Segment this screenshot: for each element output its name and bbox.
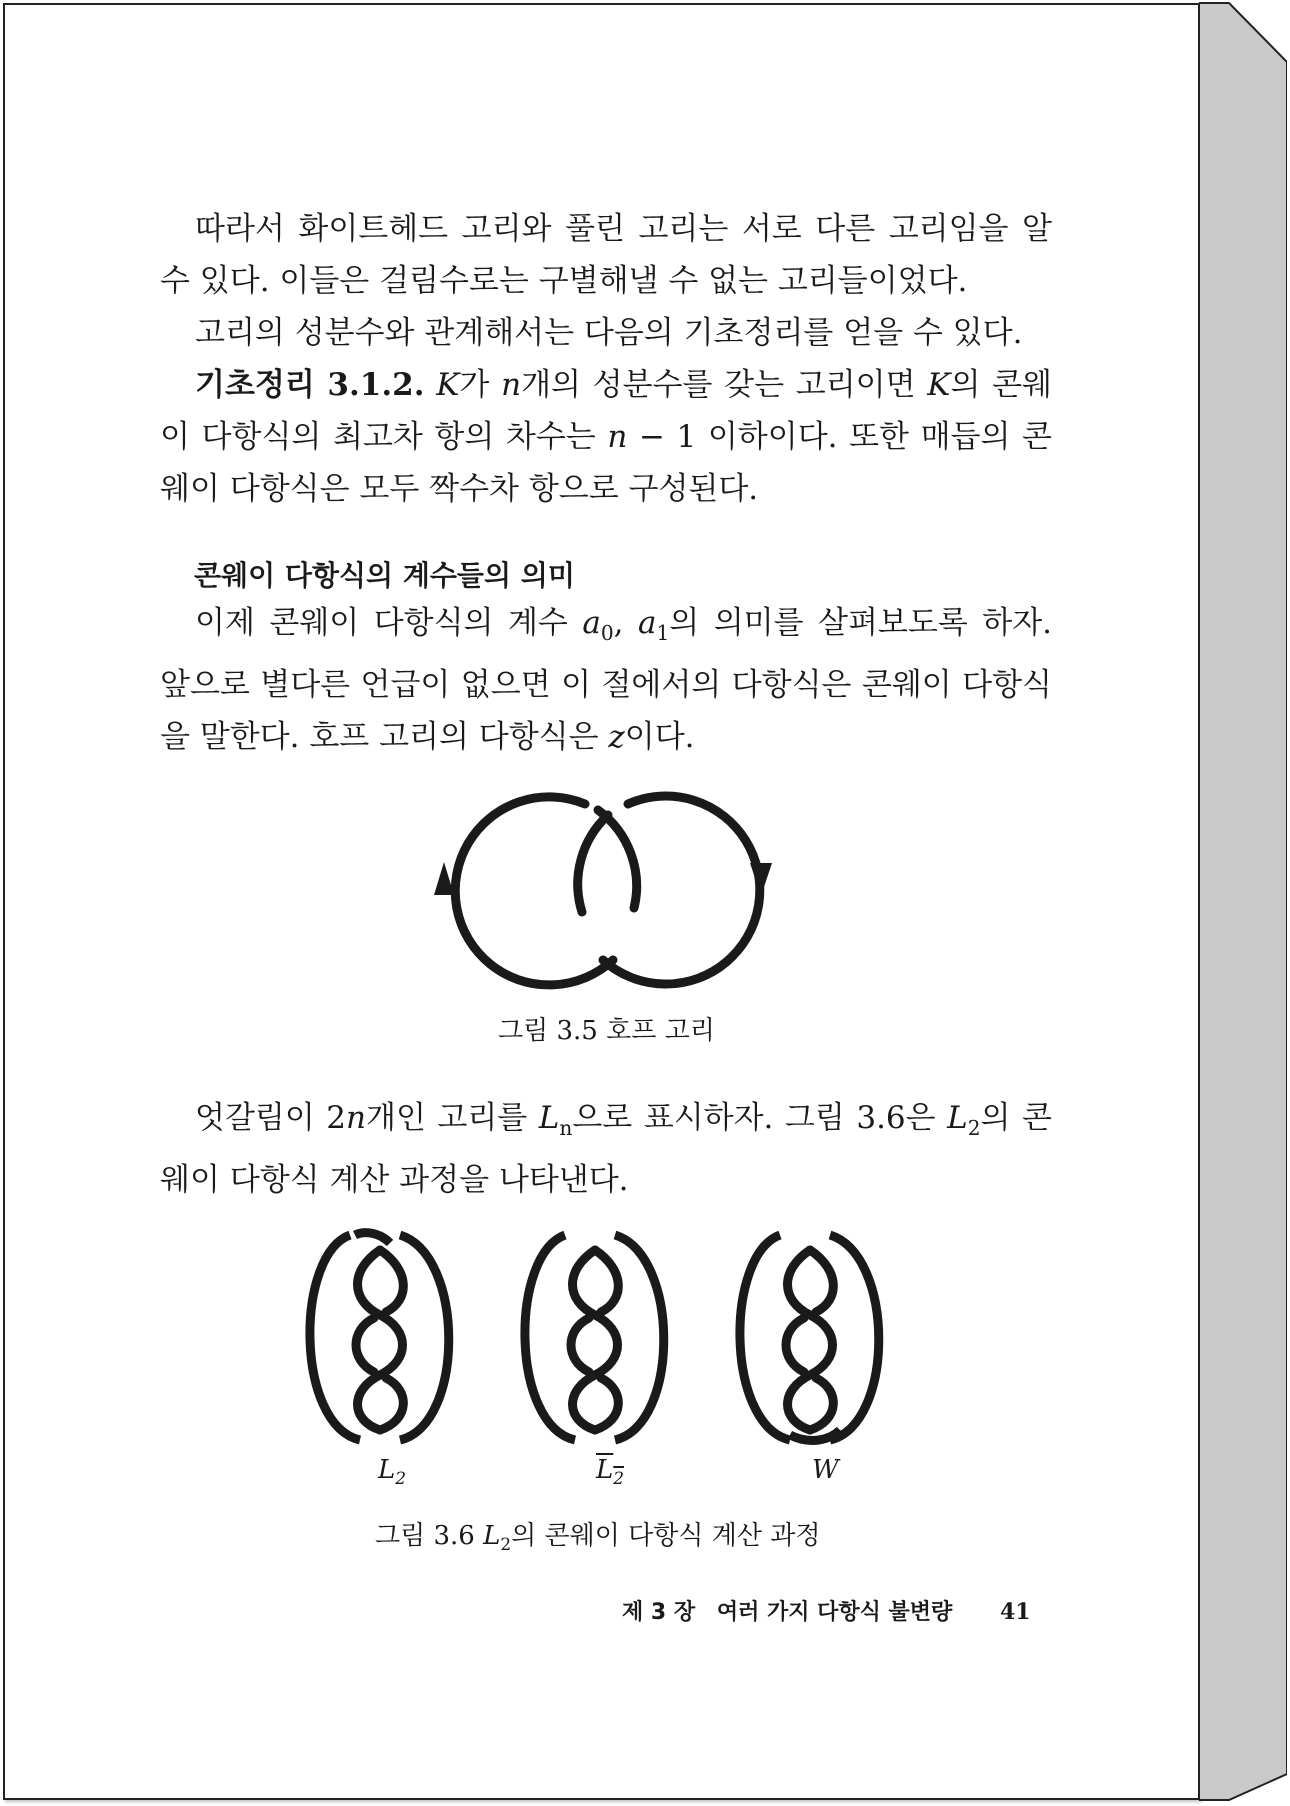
- theorem-text-b: 개의 성분수를 갖는 고리이면: [521, 367, 928, 403]
- diagram-l2-bar: [525, 1235, 664, 1440]
- hopf-right-arc-inner: [578, 815, 608, 912]
- footer-title: 여러 가지 다항식 불변량: [716, 1600, 953, 1625]
- label-w: W: [812, 1455, 839, 1485]
- p4-text-c: 이다.: [624, 719, 695, 756]
- sub-1: 1: [656, 621, 670, 646]
- caption-text-b: 의 콘웨이 다항식 계산 과정: [511, 1521, 821, 1551]
- var-n: n: [346, 1100, 366, 1136]
- diagram-w: [740, 1235, 879, 1440]
- var-n: n: [607, 419, 628, 455]
- p4-text-a: 이제 콘웨이 다항식의 계수: [195, 605, 583, 641]
- hopf-left-arc: [455, 797, 613, 985]
- theorem-text-c: 의 콘웨이 다항식의 최고차 항의 차수는: [160, 367, 1052, 455]
- page-footer: [622, 1595, 1045, 1626]
- var-a0: a: [582, 605, 601, 641]
- theorem-label: 기초정리 3.1.2.: [195, 367, 425, 403]
- figure-3-6-caption: [375, 1515, 820, 1554]
- label-l2-bar-letter: L: [596, 1455, 614, 1485]
- sub-2: 2: [967, 1116, 981, 1141]
- book-spine: [1199, 0, 1287, 1806]
- label-l2-letter: L: [378, 1455, 396, 1485]
- label-l2-bar: [596, 1455, 624, 1488]
- sub-0: 0: [600, 621, 614, 646]
- paragraph-2: 고리의 성분수와 관계해서는 다음의 기초정리를 얻을 수 있다.: [195, 315, 1023, 351]
- label-l2: [378, 1455, 406, 1488]
- p4-comma: ,: [613, 605, 638, 641]
- theorem-text-d: − 1 이하이다. 또한 매듭의 콘웨이 다항식은 모두 짝수차 항으로 구성된다.: [160, 419, 1052, 507]
- label-l2-sub: 2: [395, 1468, 407, 1489]
- paragraph-5: [160, 1092, 1052, 1206]
- paragraph-1: 따라서 화이트헤드 고리와 풀린 고리는 서로 다른 고리임을 알 수 있다. 이들은 걸림수로는 구별해낼 수 없는 고리들이었다.: [160, 211, 1052, 299]
- paragraph-4: [160, 597, 1052, 763]
- p4-text-b: 의 의미를 살펴보도록 하자. 앞으로 별다른 언급이 없으면 이 절에서의 다항식은 콘웨이 다항식을 말한다. 호프 고리의 다항식은: [160, 605, 1052, 756]
- p5-text-d: 의 콘웨이 다항식 계산 과정을 나타낸다.: [160, 1100, 1052, 1199]
- caption-var-l: L: [483, 1521, 501, 1551]
- footer-chapter: 제 3 장: [622, 1600, 696, 1625]
- figure-3-5-caption: 그림 3.5 호프 고리: [498, 1016, 715, 1046]
- var-n: n: [501, 367, 522, 403]
- p5-text-b: 개인 고리를: [366, 1100, 539, 1136]
- arrow-down-icon: [750, 863, 772, 896]
- page-number: 41: [999, 1599, 1031, 1625]
- var-l: L: [947, 1100, 968, 1136]
- section-heading: 콘웨이 다항식의 계수들의 의미: [194, 559, 575, 592]
- var-l: L: [538, 1100, 560, 1136]
- caption-sub: 2: [500, 1534, 512, 1555]
- var-z: z: [608, 719, 625, 756]
- p5-text-c: 으로 표시하자. 그림 3.6은: [572, 1100, 948, 1136]
- hopf-right-arc: [603, 796, 760, 984]
- theorem-paragraph: [160, 359, 1052, 515]
- hopf-link-figure: [430, 780, 790, 1000]
- var-k: K: [927, 367, 951, 403]
- var-a1: a: [637, 605, 657, 641]
- sub-n: n: [559, 1116, 573, 1141]
- figure-3-6-diagrams: [280, 1225, 940, 1450]
- caption-text-a: 그림 3.6: [375, 1521, 484, 1551]
- arrow-up-icon: [434, 862, 454, 895]
- var-k: K: [436, 367, 460, 403]
- diagram-l2: [310, 1233, 449, 1440]
- theorem-text-a: 가: [459, 367, 502, 403]
- p5-text-a: 엇갈림이 2: [195, 1100, 347, 1136]
- label-l2-bar-sub: 2: [613, 1468, 625, 1489]
